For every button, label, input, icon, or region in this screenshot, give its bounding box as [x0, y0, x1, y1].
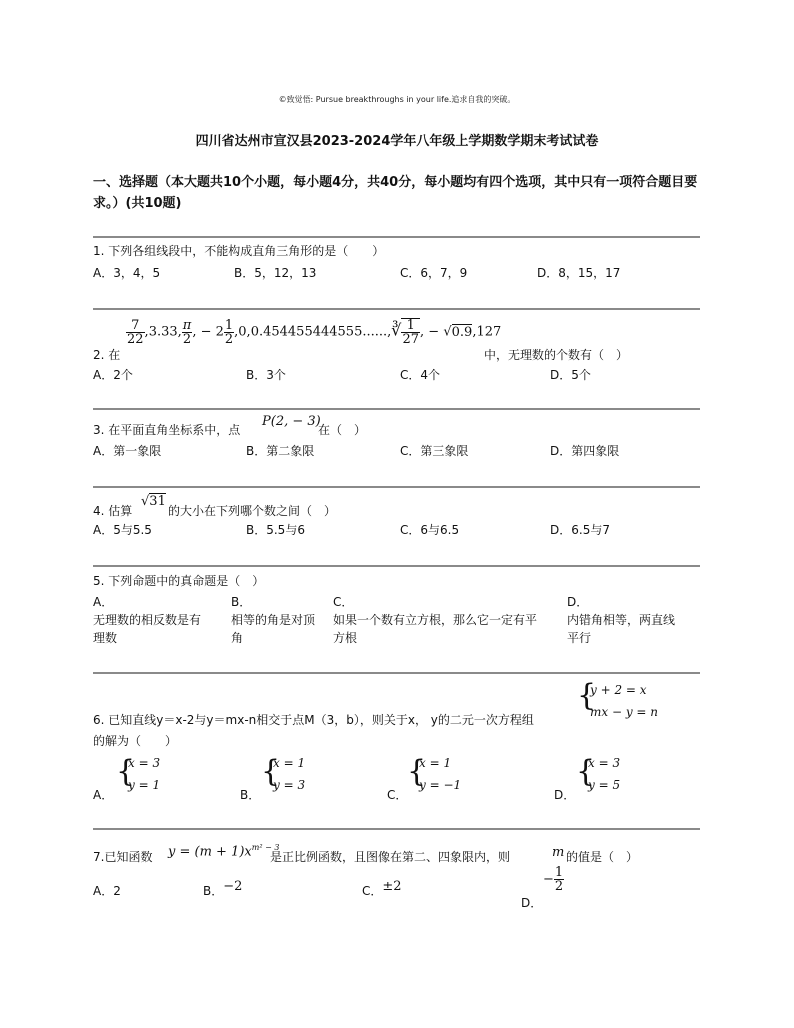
q3-suffix: 在（ ）: [318, 423, 367, 437]
brace-icon: {: [407, 754, 427, 789]
q7-function: $y = (m + 1)x^{m^2 - 3}$: [168, 843, 280, 860]
q4-prefix: 4. 估算: [93, 504, 133, 518]
q6-option-b: x = 1 y = 3: [273, 756, 306, 792]
q5-stem: 5. 下列命题中的真命题是（ ）: [93, 574, 265, 588]
q6-option-a-letter: A．: [93, 788, 114, 802]
q7-variable: m: [552, 845, 565, 860]
q5-option-a: A． 无理数的相反数是有 理数: [93, 595, 202, 645]
divider: [93, 308, 700, 310]
divider: [93, 486, 700, 488]
q6-system: y + 2 = x mx − y = n: [590, 683, 659, 719]
q1-option-b: B．5，12，13: [234, 266, 317, 280]
divider: [93, 565, 700, 567]
q5-option-b: B． 相等的角是对顶 角: [231, 595, 316, 645]
q3-point: P(2, − 3): [262, 414, 321, 429]
q3-option-c: C．第三象限: [400, 444, 469, 458]
q7-option-a: A．2: [93, 884, 121, 898]
q1-option-a: A．3，4，5: [93, 266, 161, 280]
section-heading: 一、选择题（本大题共10个小题，每小题4分，共40分，每小题均有四个选项，其中只有一项符合题目要求。）(共10题): [93, 175, 698, 211]
q4-option-a: A．5与5.5: [93, 523, 152, 537]
q7-suffix: 的值是（ ）: [566, 850, 639, 864]
q2-prefix: 2. 在: [93, 348, 121, 362]
brace-icon: {: [116, 754, 136, 789]
q6-option-b-letter: B．: [240, 788, 261, 802]
divider: [93, 672, 700, 674]
q2-option-b: B．3个: [246, 368, 286, 382]
q7-option-b: B．−2: [203, 879, 243, 898]
q4-suffix: 的大小在下列哪个数之间（ ）: [168, 504, 337, 518]
brace-icon: {: [261, 754, 281, 789]
q1-stem: 1. 下列各组线段中，不能构成直角三角形的是（ ）: [93, 244, 385, 258]
divider: [93, 828, 700, 830]
q2-number-list: $\frac{7}{22}$ ,3.33, $\frac{\pi}{2}$ , − 2 $\frac{1}{2}$ ,0,0.454455444555......,∛ $\frac{1}{27}$ , − √0.9,127: [127, 317, 502, 347]
q6-option-a: x = 3 y = 1: [128, 756, 161, 792]
q6-stem: 6. 已知直线y＝x-2与y＝mx-n相交于点M（3，b），则关于x， y的二元一次方程组: [93, 713, 534, 727]
q7-middle: 是正比例函数，且图像在第二、四象限内，则: [270, 850, 511, 864]
q5-option-d: D． 内错角相等，两直线 平行: [567, 595, 676, 645]
q6-stem2: 的解为（ ）: [93, 734, 178, 748]
q7-option-d-letter: D．: [521, 896, 543, 910]
q6-option-c-letter: C．: [387, 788, 408, 802]
q6-option-c: x = 1 y = −1: [419, 756, 462, 792]
q2-option-c: C．4个: [400, 368, 441, 382]
divider: [93, 408, 700, 410]
q2-suffix: 中，无理数的个数有（ ）: [484, 348, 629, 362]
divider: [93, 236, 700, 238]
q7-option-c: C．±2: [362, 879, 402, 898]
q6-system-brace: {: [577, 678, 597, 713]
q4-option-d: D．6.5与7: [550, 523, 610, 537]
q3-option-b: B．第二象限: [246, 444, 315, 458]
q6-option-d: x = 3 y = 5: [588, 756, 621, 792]
q3-option-d: D．第四象限: [550, 444, 620, 458]
brace-icon: {: [576, 754, 596, 789]
q4-option-c: C．6与6.5: [400, 523, 460, 537]
exam-title: 四川省达州市宣汉县2023-2024学年八年级上学期数学期末考试试卷: [195, 134, 599, 149]
header-motto: ©致觉悟: Pursue breakthroughs in your life.追求自我的突破。: [278, 95, 516, 104]
q2-option-a: A．2个: [93, 368, 133, 382]
q7-option-d: − $\frac{1}{2}$: [543, 865, 564, 894]
q2-option-d: D．5个: [550, 368, 591, 382]
q5-option-c: C． 如果一个数有立方根，那么它一定有平 方根: [333, 595, 538, 645]
q3-prefix: 3. 在平面直角坐标系中，点: [93, 423, 241, 437]
q4-sqrt: √31: [141, 494, 166, 509]
q7-prefix: 7.已知函数: [93, 850, 153, 864]
q1-option-d: D．8，15，17: [537, 266, 621, 280]
q6-option-d-letter: D．: [554, 788, 576, 802]
q1-option-c: C．6，7，9: [400, 266, 468, 280]
q4-option-b: B．5.5与6: [246, 523, 305, 537]
q3-option-a: A．第一象限: [93, 444, 162, 458]
